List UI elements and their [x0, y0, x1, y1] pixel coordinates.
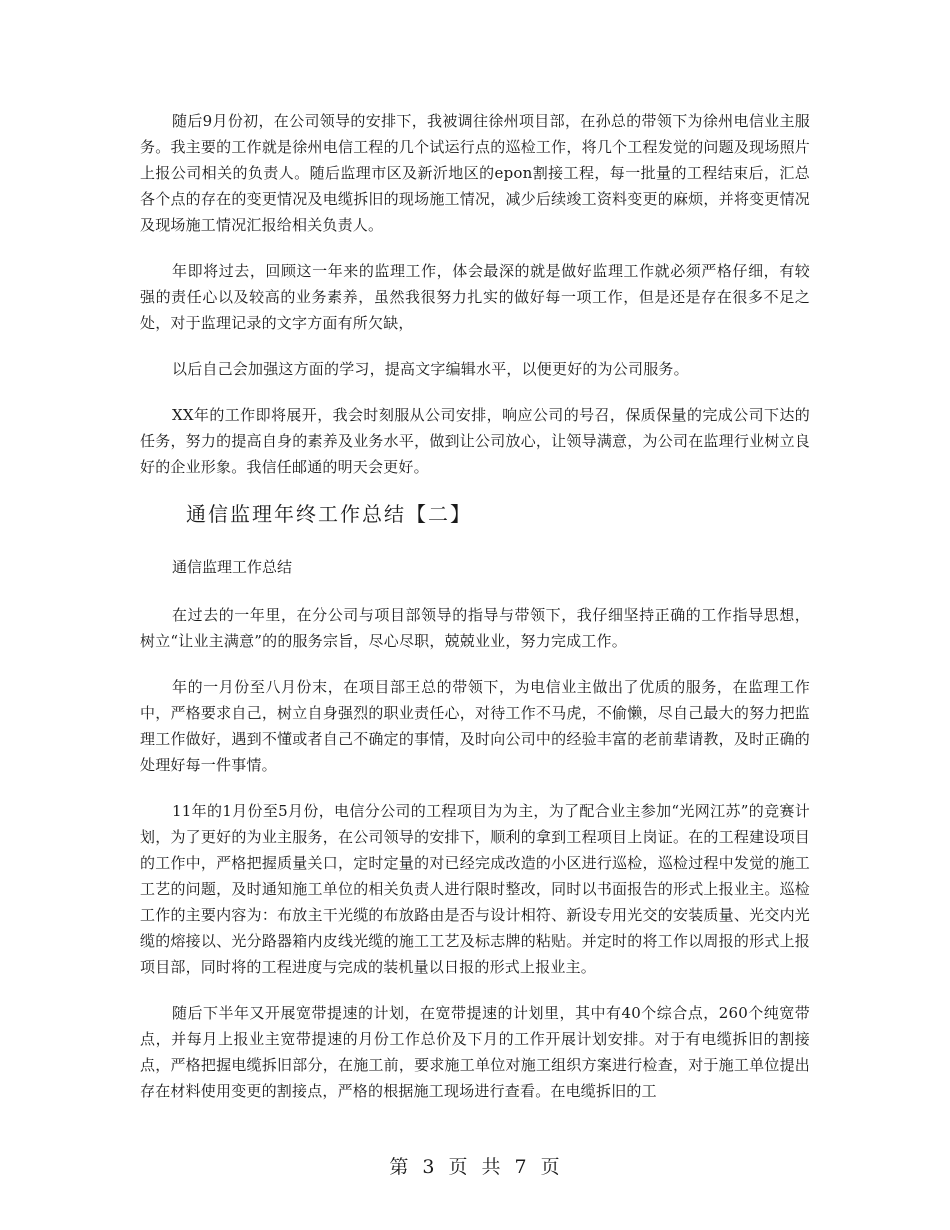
- body-paragraph: 在过去的一年里，在分公司与项目部领导的指导与带领下，我仔细坚持正确的工作指导思想，树立“让业主满意”的的服务宗旨，尽心尽职，兢兢业业，努力完成工作。: [140, 606, 810, 650]
- body-paragraph: 年即将过去，回顾这一年来的监理工作，体会最深的就是做好监理工作就必须严格仔细，有较强的责任心以及较高的业务素养，虽然我很努力扎实的做好每一项工作，但是还是存在很多不足之处，对于监理记录的文字方面有所欠缺，: [140, 262, 810, 332]
- body-paragraph: 年的一月份至八月份末，在项目部王总的带领下，为电信业主做出了优质的服务，在监理工作中，严格要求自己，树立自身强烈的职业责任心，对待工作不马虎，不偷懒，尽自己最大的努力把监理工作做好，遇到不懂或者自己不确定的事情，及时向公司中的经验丰富的老前辈请教，及时正确的处理好每一件事情。: [140, 678, 810, 774]
- body-paragraph: 以后自己会加强这方面的学习，提高文字编辑水平，以便更好的为公司服务。: [172, 360, 689, 378]
- section-subtitle: 通信监理工作总结: [172, 558, 293, 576]
- body-paragraph: XX年的工作即将展开，我会时刻服从公司安排，响应公司的号召，保质保量的完成公司下达的任务，努力的提高自身的素养及业务水平，做到让公司放心，让领导满意，为公司在监理行业树立良好的企业形象。我信任邮通的明天会更好。: [140, 406, 810, 476]
- body-paragraph: 11年的1月份至5月份，电信分公司的工程项目为为主，为了配合业主参加“光网江苏”的竞赛计划，为了更好的为业主服务，在公司领导的安排下，顺利的拿到工程项目上岗证。在的工程建设项目的工作中，严格把握质量关口，定时定量的对已经完成改造的小区进行巡检，巡检过程中发觉的施工工艺的问题，及时通知施工单位的相关负责人进行限时整改，同时以书面报告的形式上报业主。巡检工作的主要内容为：布放主干光缆的布放路由是否与设计相符、新设专用光交的安装质量、光交内光缆的熔接以、光分路器箱内皮线光缆的施工工艺及标志牌的粘贴。并定时的将工作以周报的形式上报项目部，同时将的工程进度与完成的装机量以日报的形式上报业主。: [140, 802, 810, 976]
- document-body: [140, 108, 810, 1124]
- body-paragraph: 随后9月份初，在公司领导的安排下，我被调往徐州项目部，在孙总的带领下为徐州电信业主服务。我主要的工作就是徐州电信工程的几个试运行点的巡检工作，将几个工程发觉的问题及现场照片上报公司相关的负责人。随后监理市区及新沂地区的epon割接工程，每一批量的工程结束后，汇总各个点的存在的变更情况及电缆拆旧的现场施工情况，减少后续竣工资料变更的麻烦，并将变更情况及现场施工情况汇报给相关负责人。: [140, 112, 810, 234]
- page-number-footer: 第 3 页 共 7 页: [389, 1156, 561, 1178]
- section-heading: 通信监理年终工作总结【二】: [186, 502, 472, 526]
- body-paragraph: 随后下半年又开展宽带提速的计划，在宽带提速的计划里，其中有40个综合点，260个纯宽带点，并每月上报业主宽带提速的月份工作总价及下月的工作开展计划安排。对于有电缆拆旧的割接点，严格把握电缆拆旧部分，在施工前，要求施工单位对施工组织方案进行检查，对于施工单位提出存在材料使用变更的割接点，严格的根据施工现场进行查看。在电缆拆旧的工: [140, 1004, 810, 1100]
